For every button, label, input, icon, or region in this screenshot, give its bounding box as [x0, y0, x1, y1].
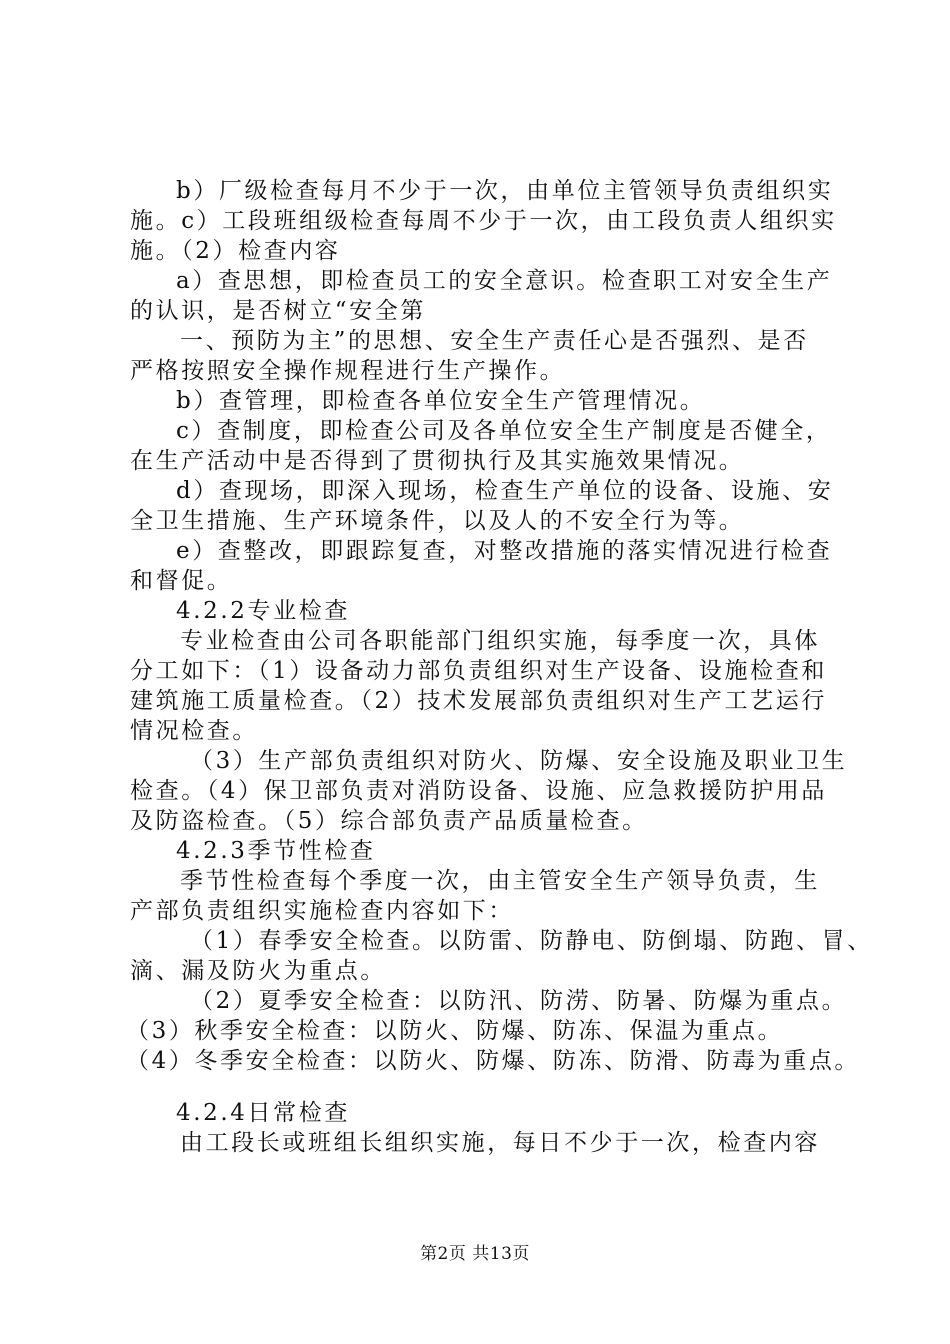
- text-line: b）厂级检查每月不少于一次，由单位主管领导负责组织实: [176, 178, 834, 204]
- section-heading: 4.2.2专业检查: [176, 598, 350, 624]
- text-line: （3）秋季安全检查：以防火、防爆、防冻、保温为重点。: [126, 1018, 784, 1044]
- text-line: 滴、漏及防火为重点。: [130, 958, 386, 984]
- text-line: （2）夏季安全检查：以防汛、防涝、防暑、防爆为重点。: [190, 988, 848, 1014]
- text-line: 由工段长或班组长组织实施，每日不少于一次，检查内容: [180, 1130, 820, 1156]
- text-line: d）查现场，即深入现场，检查生产单位的设备、设施、安: [176, 478, 834, 504]
- paragraph-gap: [130, 1076, 860, 1098]
- text-line: b）查管理，即检查各单位安全生产管理情况。: [176, 388, 706, 414]
- text-line: 分工如下：（1）设备动力部负责组织对生产设备、设施检查和: [130, 658, 827, 684]
- section-heading: 4.2.4日常检查: [176, 1100, 350, 1126]
- text-line: （3）生产部负责组织对防火、防爆、安全设施及职业卫生: [190, 748, 848, 774]
- text-line: c）查制度，即检查公司及各单位安全生产制度是否健全，: [176, 418, 832, 444]
- text-line: 和督促。: [130, 568, 233, 594]
- text-line: 季节性检查每个季度一次，由主管安全生产领导负责，生: [180, 868, 820, 894]
- text-line: 的认识，是否树立“安全第: [130, 298, 426, 324]
- document-body: [126, 176, 873, 1158]
- text-line: 情况检查。: [130, 718, 258, 744]
- text-line: 专业检查由公司各职能部门组织实施，每季度一次，具体: [180, 628, 820, 654]
- text-line: 一、预防为主”的思想、安全生产责任心是否强烈、是否: [180, 328, 809, 354]
- text-line: 产部负责组织实施检查内容如下：: [130, 898, 514, 924]
- text-line: e）查整改，即跟踪复查，对整改措施的落实情况进行检查: [176, 538, 833, 564]
- text-line: 全卫生措施、生产环境条件，以及人的不安全行为等。: [130, 508, 745, 534]
- text-line: 及防盗检查。（5）综合部负责产品质量检查。: [130, 808, 648, 834]
- text-line: a）查思想，即检查员工的安全意识。检查职工对安全生产: [176, 268, 833, 294]
- section-heading: 4.2.3季节性检查: [176, 838, 376, 864]
- text-line: （1）春季安全检查。以防雷、防静电、防倒塌、防跑、冒、: [190, 928, 873, 954]
- text-line: 建筑施工质量检查。（2）技术发展部负责组织对生产工艺运行: [130, 688, 827, 714]
- text-line: （4）冬季安全检查：以防火、防爆、防冻、防滑、防毒为重点。: [126, 1048, 861, 1074]
- text-line: 在生产活动中是否得到了贯彻执行及其实施效果情况。: [130, 448, 745, 474]
- page-footer: 第2页 共13页: [420, 1244, 530, 1264]
- text-line: 严格按照安全操作规程进行生产操作。: [130, 358, 566, 384]
- text-line: 施。（2）检查内容: [130, 238, 341, 264]
- text-line: 施。c）工段班组级检查每周不少于一次，由工段负责人组织实: [130, 208, 837, 234]
- text-line: 检查。（4）保卫部负责对消防设备、设施、应急救援防护用品: [130, 778, 827, 804]
